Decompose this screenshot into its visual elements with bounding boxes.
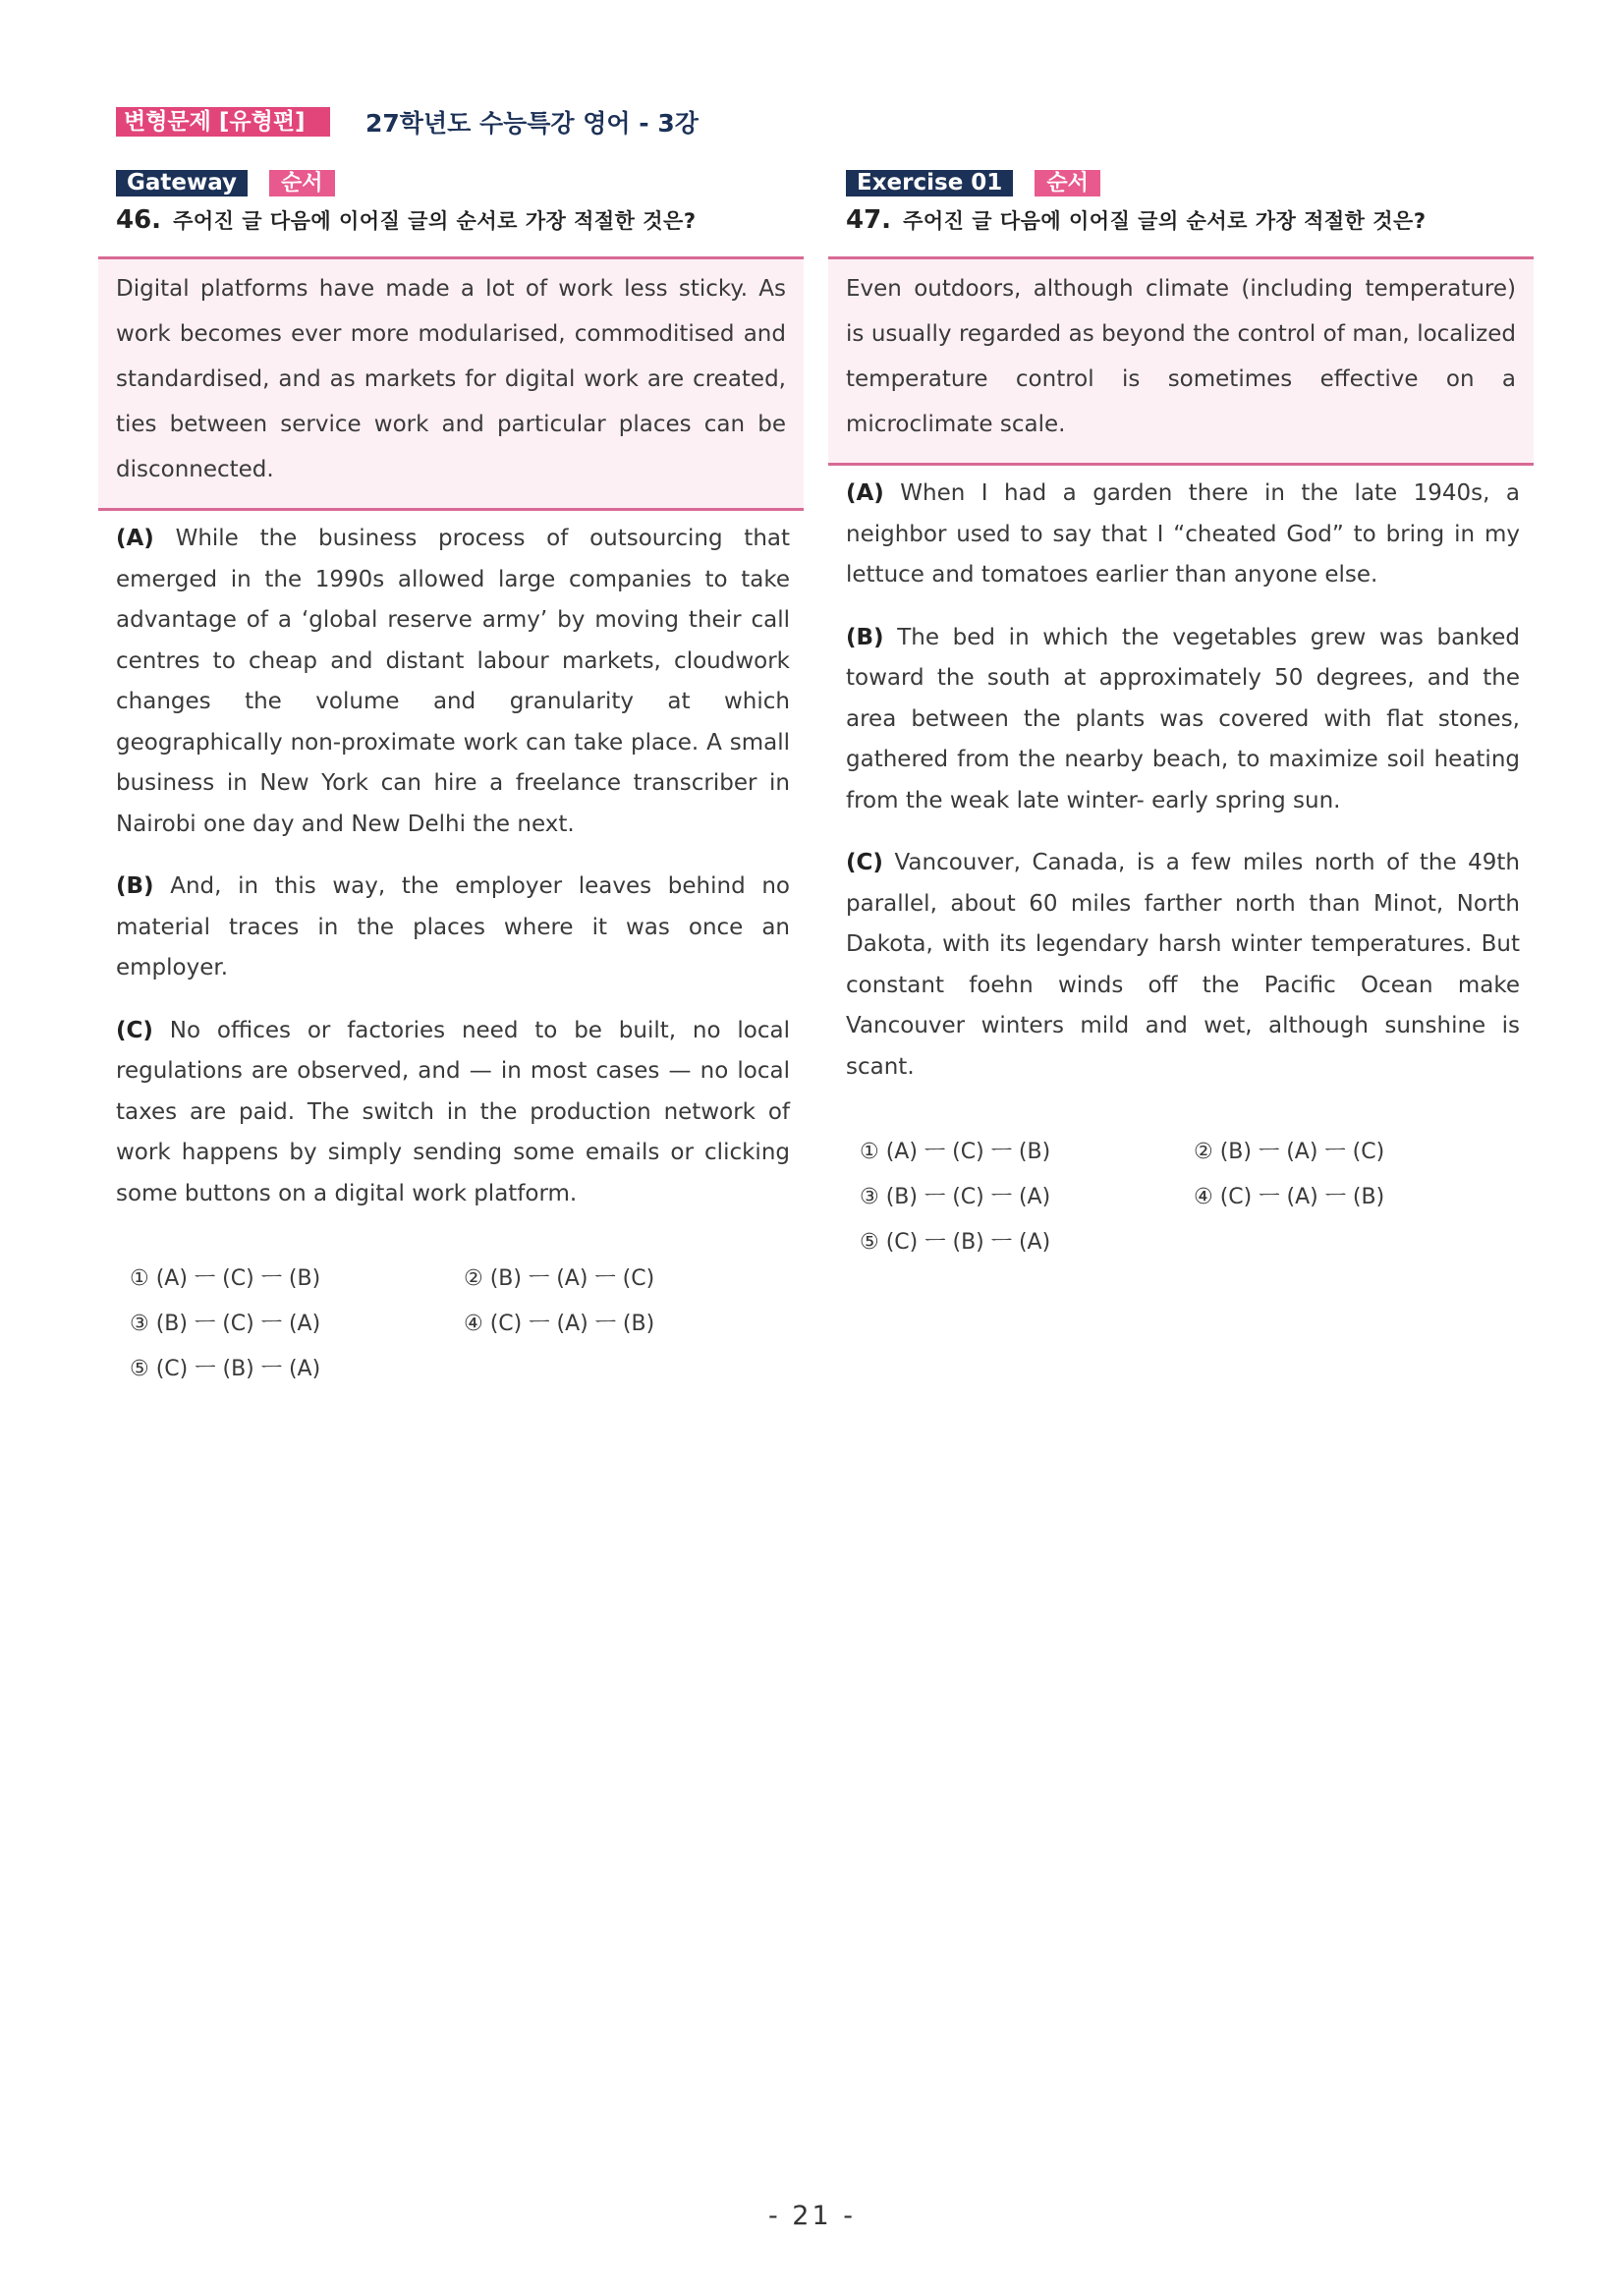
option-2[interactable]: ② (B) ㅡ (A) ㅡ (C) <box>464 1265 655 1291</box>
given-passage: Digital platforms have made a lot of work less sticky. As work becomes ever more modularised, commoditised and standardised, and as markets for digital work are created, ties between service work and particular places can be disconnected. <box>98 256 804 511</box>
question-line <box>116 205 804 237</box>
paragraph-a-text: While the business process of outsourcing that emerged in the 1990s allowed large companies to take advantage of a ‘global reserve army’ by moving their call centres to cheap and distant labour markets, cloudwork changes the volume and granularity at which geographically non-proximate work can take place. A small business in New York can hire a freelance transcriber in Nairobi one day and New Delhi the next. <box>116 526 791 837</box>
question-text: 주어진 글 다음에 이어질 글의 순서로 가장 적절한 것은? <box>903 209 1427 233</box>
question-46 <box>98 169 804 1389</box>
question-line <box>846 205 1534 237</box>
paragraph-b-label: (B) <box>116 873 154 899</box>
question-47 <box>828 169 1534 1262</box>
option-3[interactable]: ③ (B) ㅡ (C) ㅡ (A) <box>130 1311 321 1336</box>
exercise-tag: Exercise 01 <box>846 170 1013 196</box>
header-badge: 변형문제 [유형편] <box>116 107 330 137</box>
paragraph-c-text: No offices or factories need to be built, no local regulations are observed, and — in most cases — no local taxes are paid. The switch in the production network of work happens by simply sending some emails or clicking some buttons on a digital work platform. <box>116 1017 791 1206</box>
paragraph-a-label: (A) <box>846 480 884 506</box>
type-tag: 순서 <box>1035 170 1100 196</box>
paragraph-a-text: When I had a garden there in the late 1940s, a neighbor used to say that I “cheated God” to bring in my lettuce and tomatoes earlier than anyone else. <box>846 480 1520 588</box>
gateway-tag: Gateway <box>116 170 248 196</box>
page-header <box>116 104 699 140</box>
paragraph-b <box>116 867 790 989</box>
paragraph-a <box>846 474 1520 596</box>
paragraph-b-text: The bed in which the vegetables grew was banked toward the south at approximately 50 degrees, and the area between the plants was covered with flat stones, gathered from the nearby beach, to maximize soil heating from the weak late winter- early spring sun. <box>846 624 1521 813</box>
option-2[interactable]: ② (B) ㅡ (A) ㅡ (C) <box>1194 1139 1385 1164</box>
option-1[interactable]: ① (A) ㅡ (C) ㅡ (B) <box>130 1265 321 1291</box>
given-passage: Even outdoors, although climate (including temperature) is usually regarded as beyond the control of man, localized temperature control is sometimes effective on a microclimate scale. <box>828 256 1534 466</box>
paragraph-b-text: And, in this way, the employer leaves behind no material traces in the places where it was once an employer. <box>116 873 791 980</box>
option-5[interactable]: ⑤ (C) ㅡ (B) ㅡ (A) <box>130 1356 321 1381</box>
paragraph-c-text: Vancouver, Canada, is a few miles north of the 49th parallel, about 60 miles farther north than Minot, North Dakota, with its legendary harsh winter temperatures. But constant foehn winds off the Pacific Ocean make Vancouver winters mild and wet, although sunshine is scant. <box>846 850 1520 1080</box>
type-tag: 순서 <box>269 170 335 196</box>
option-5[interactable]: ⑤ (C) ㅡ (B) ㅡ (A) <box>860 1229 1051 1255</box>
answer-options <box>860 1127 1534 1262</box>
header-title: 27학년도 수능특강 영어 - 3강 <box>365 109 699 138</box>
option-4[interactable]: ④ (C) ㅡ (A) ㅡ (B) <box>464 1311 655 1336</box>
option-3[interactable]: ③ (B) ㅡ (C) ㅡ (A) <box>860 1184 1051 1209</box>
question-text: 주어진 글 다음에 이어질 글의 순서로 가장 적절한 것은? <box>173 209 697 233</box>
answer-options <box>130 1254 804 1389</box>
tag-row <box>116 169 804 196</box>
paragraph-c-label: (C) <box>116 1017 153 1043</box>
paragraph-b-label: (B) <box>846 624 884 650</box>
option-4[interactable]: ④ (C) ㅡ (A) ㅡ (B) <box>1194 1184 1385 1209</box>
question-number: 47. <box>846 205 892 235</box>
paragraph-a-label: (A) <box>116 526 154 551</box>
page-number: - 21 - <box>767 2201 856 2231</box>
option-1[interactable]: ① (A) ㅡ (C) ㅡ (B) <box>860 1139 1051 1164</box>
paragraph-c <box>116 1011 790 1215</box>
tag-row <box>846 169 1534 196</box>
question-number: 46. <box>116 205 162 235</box>
paragraph-b <box>846 618 1520 822</box>
paragraph-c-label: (C) <box>846 850 883 875</box>
paragraph-a <box>116 519 790 845</box>
paragraph-c <box>846 843 1520 1088</box>
